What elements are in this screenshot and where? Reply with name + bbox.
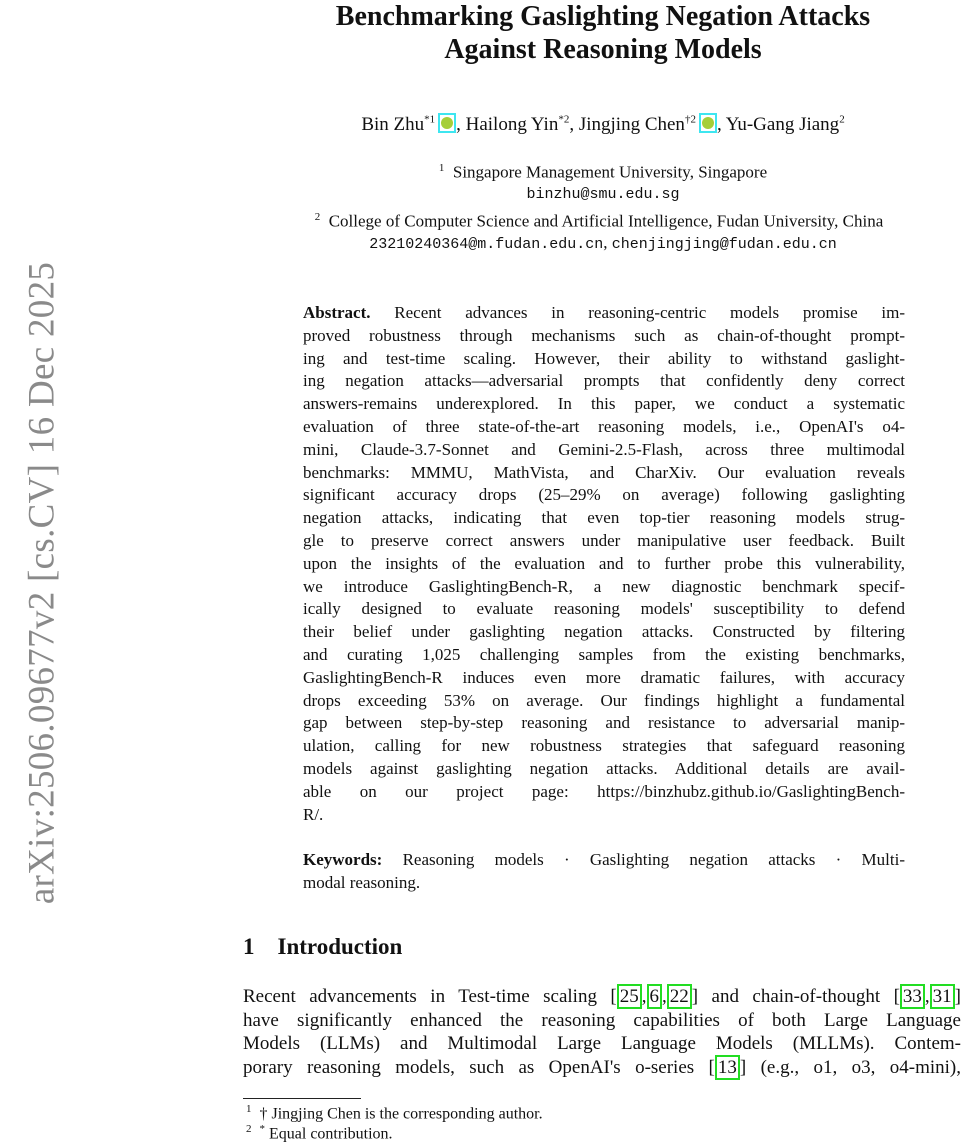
footnote-mark: * (259, 1123, 265, 1135)
citation-link[interactable]: 25 (617, 984, 642, 1009)
email[interactable]: binzhu@smu.edu.sg (526, 185, 680, 203)
citation-link[interactable]: 6 (647, 984, 663, 1009)
text-span: porary reasoning models, such as OpenAI's o-series (243, 1056, 709, 1078)
footnote-mark: † (259, 1105, 268, 1123)
abstract-line: models against gaslighting negation attacks. Additional details are avail- (303, 758, 905, 778)
citation-link[interactable]: 33 (900, 984, 925, 1009)
author-name: Yu-Gang Jiang (725, 114, 840, 135)
citation-link[interactable]: 22 (667, 984, 692, 1009)
footnote-text: Jingjing Chen is the corresponding author. (271, 1105, 543, 1123)
abstract-line: proved robustness through mechanisms such as chain-of-thought prompt- (303, 325, 905, 345)
author-sup: *2 (558, 113, 570, 126)
abstract-line: benchmarks: MMMU, MathVista, and CharXiv. Our evaluation reveals (303, 462, 905, 482)
section-number: 1 (243, 934, 255, 959)
abstract-line: their belief under gaslighting negation attacks. Constructed by filtering (303, 622, 905, 642)
footnote-text: Equal contribution. (269, 1125, 393, 1143)
footnote (246, 1123, 393, 1143)
orcid-icon[interactable] (699, 113, 717, 133)
abstract (303, 302, 905, 826)
footnote-divider (243, 1098, 361, 1099)
author-name: Jingjing Chen (578, 114, 685, 135)
abstract-line: negation attacks, indicating that even top-tier reasoning models strug- (303, 508, 905, 528)
body-line: Models (LLMs) and Multimodal Large Language Models (MLLMs). Contem- (243, 1033, 961, 1054)
abstract-line: upon the insights of the evaluation and to further probe this vulnerability, (303, 553, 905, 573)
title-line: Against Reasoning Models (444, 34, 762, 65)
abstract-line: and curating 1,025 challenging samples from the existing benchmarks, (303, 644, 905, 664)
author-sup: *1 (424, 113, 436, 126)
abstract-line: gle to preserve correct answers under manipulative user feedback. Built (303, 530, 905, 550)
author-list: Bin Zhu$^{*1}$ , Hailong Yin$^{*2}$, Jingjing Chen$^{\dagger 2}$ , Yu-Gang Jiang$^2$ (361, 113, 845, 135)
body-line: have significantly enhanced the reasoning capabilities of both Large Language (243, 1009, 961, 1031)
author-sup: †2 (684, 113, 696, 126)
email[interactable]: chenjingjing@fudan.edu.cn (611, 236, 837, 254)
keywords-line: modal reasoning. (303, 872, 421, 892)
orcid-icon[interactable] (438, 113, 456, 133)
abstract-line: R/. (303, 804, 324, 824)
text-span: and chain-of-thought (698, 986, 894, 1007)
footnote-number: 1 (246, 1103, 252, 1115)
citation-link[interactable]: 13 (715, 1055, 740, 1080)
text-span: Recent advancements in Test-time scaling (243, 986, 611, 1007)
abstract-line: Recent advances in reasoning-centric models promise im- (394, 303, 906, 322)
abstract-line: mini, Claude-3.7-Sonnet and Gemini-2.5-Flash, across three multimodal (303, 439, 905, 459)
abstract-line: ulation, calling for new robustness strategies that safeguard reasoning (303, 736, 905, 756)
abstract-line: GaslightingBench-R induces even more dramatic failures, with accuracy (303, 667, 905, 687)
text-span: (e.g., o1, o3, o4-mini), (746, 1056, 961, 1078)
footnote-number: 2 (246, 1123, 252, 1135)
abstract-line: significant accuracy drops (25–29% on average) following gaslighting (303, 485, 905, 505)
author-name: Bin Zhu (361, 114, 425, 135)
keywords-label: Keywords: (303, 850, 383, 869)
abstract-line: ing negation attacks—adversarial prompts that confidently deny correct (303, 371, 905, 391)
email[interactable]: 23210240364@m.fudan.edu.cn (369, 236, 604, 254)
affiliation-sup: 1 (438, 162, 445, 174)
section-title: Introduction (277, 934, 403, 959)
author-name: Hailong Yin (465, 114, 559, 135)
abstract-line: gap between step-by-step reasoning and resistance to adversarial manip- (303, 713, 905, 733)
affiliation-name: Singapore Management University, Singapore (452, 162, 768, 182)
keywords-line: Reasoning models · Gaslighting negation attacks · Multi- (402, 850, 905, 869)
affiliation-sup: 2 (314, 210, 321, 223)
introduction-text: Recent advancements in Test-time scaling [ 25 , 6 , 22 ] and chain-of-thought [ 33 , 31 ] have significantly enhanced the reasoning capabilities of both Large Language Models (LLMs) and Multimodal Large Language Models (MLLMs). Contem- porary reasoning models, such as OpenAI's o-series [ 13 ] (e.g., o1, o3, o4-mini), (243, 986, 961, 1078)
author-sup: 2 (839, 113, 845, 126)
abstract-line: ing and test-time scaling. However, their ability to withstand gaslight- (303, 348, 905, 368)
abstract-line: able on our project page: https://binzhubz.github.io/GaslightingBench- (303, 781, 905, 801)
abstract-label: Abstract. (303, 303, 371, 322)
abstract-line: answers-remains underexplored. In this paper, we conduct a systematic (303, 394, 905, 414)
abstract-line: evaluation of three state-of-the-art reasoning models, i.e., OpenAI's o4- (303, 416, 905, 436)
section-heading (243, 934, 402, 960)
affiliations: $^1$ Singapore Management University, Singapore binzhu@smu.edu.sg $^2$ College of Computer Science and Artificial Intelligence, Fudan University, China 23210240364@m.fudan.edu.cn, chenjingjing@fudan.edu.cn (243, 157, 963, 256)
abstract-line: we introduce GaslightingBench-R, a new diagnostic benchmark specif- (303, 576, 905, 596)
arxiv-identifier: arXiv:2506.09677v2 [cs.CV] 16 Dec 2025 (21, 261, 63, 905)
abstract-line: ically designed to evaluate reasoning models' susceptibility to defend (303, 599, 905, 619)
footnote (246, 1103, 543, 1123)
paper-title (243, 0, 963, 66)
title-line: Benchmarking Gaslighting Negation Attacks (335, 1, 871, 32)
keywords (303, 849, 905, 895)
affiliation-name: College of Computer Science and Artificial Intelligence, Fudan University, China (328, 211, 884, 231)
abstract-line: drops exceeding 53% on average. Our findings highlight a fundamental (303, 690, 905, 710)
citation-link[interactable]: 31 (930, 984, 955, 1009)
